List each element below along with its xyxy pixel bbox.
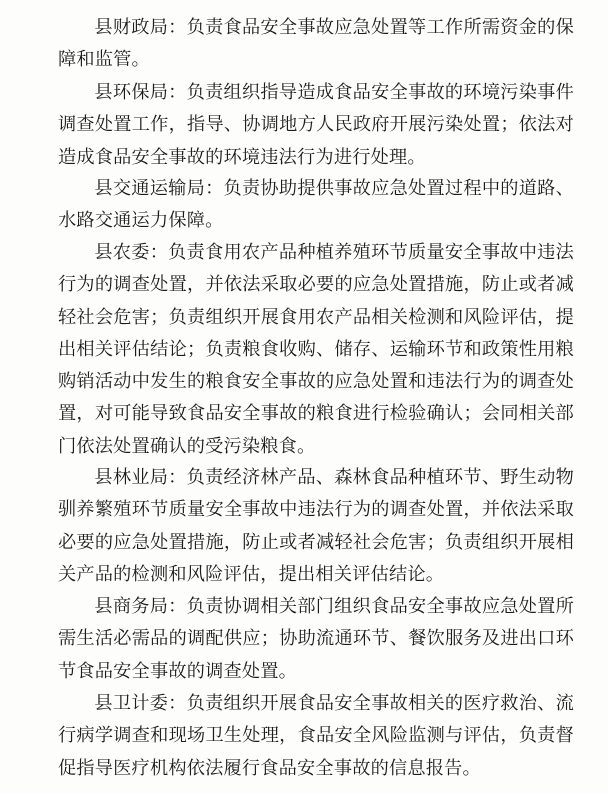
paragraph-forestry-bureau: 县林业局：负责经济林产品、森林食品种植环节、野生动物驯养繁殖环节质量安全事故中违法行为的调查处置，并依法采取必要的应急处置措施，防止或者减轻社会危害；负责组织开展相关产品的检测和风险评估，提出相关评估结论。 <box>58 467 574 585</box>
paragraph-agriculture-committee: 县农委：负责食用农产品种植养殖环节质量安全事故中违法行为的调查处置，并依法采取必要的应急处置措施，防止或者减轻社会危害；负责组织开展食用农产品相关检测和风险评估，提出相关评估结论；负责粮食收购、储存、运输环节和政策性用粮购销活动中发生的粮食安全事故的应急处置和违法行为的调查处置，对可能导致食品安全事故的粮食进行检验确认；会同相关部门依法处置确认的受污染粮食。 <box>58 242 574 457</box>
paragraph-transport-bureau: 县交通运输局：负责协助提供事故应急处置过程中的道路、水路交通运力保障。 <box>58 178 574 232</box>
paragraph-environmental-bureau: 县环保局：负责组织指导造成食品安全事故的环境污染事件调查处置工作，指导、协调地方人民政府开展污染处置；依法对造成食品安全事故的环境违法行为进行处理。 <box>58 82 574 168</box>
paragraph-commerce-bureau: 县商务局：负责协调相关部门组织食品安全事故应急处置所需生活必需品的调配供应；协助流通环节、餐饮服务及进出口环节食品安全事故的调查处置。 <box>58 596 574 682</box>
paragraph-health-committee: 县卫计委：负责组织开展食品安全事故相关的医疗救治、流行病学调查和现场卫生处理，食品安全风险监测与评估，负责督促指导医疗机构依法履行食品安全事故的信息报告。 <box>58 693 574 779</box>
paragraph-finance-bureau: 县财政局：负责食品安全事故应急处置等工作所需资金的保障和监管。 <box>58 17 574 71</box>
